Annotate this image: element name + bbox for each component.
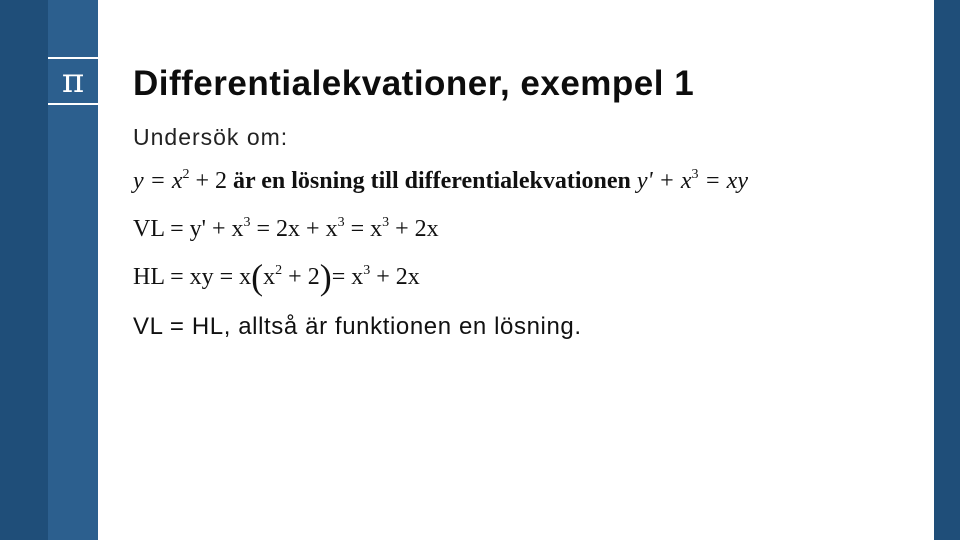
- paren-open: (: [251, 257, 264, 297]
- math-line-question: [133, 168, 748, 195]
- conclusion-text: VL = HL, alltså är funktionen en lösning.: [133, 313, 582, 340]
- math-fragment: = xy: [698, 168, 748, 194]
- pi-icon: π: [48, 57, 98, 105]
- exponent: 2: [275, 263, 283, 278]
- paren-close: ): [319, 257, 332, 297]
- left-accent-bar: [0, 0, 48, 540]
- math-fragment: + 2x: [370, 264, 420, 290]
- exponent: 3: [363, 263, 371, 278]
- exponent: 3: [337, 215, 345, 230]
- right-accent-bar: [934, 0, 960, 540]
- slide-subtitle: Undersök om:: [133, 124, 289, 150]
- math-line-hl: [133, 256, 420, 298]
- math-text: är en lösning till differentialekvationen: [233, 168, 631, 194]
- math-fragment: VL = y' + x: [133, 216, 244, 242]
- math-fragment: y = x: [133, 168, 183, 194]
- math-fragment: + 2x: [389, 216, 439, 242]
- math-fragment: = x: [344, 216, 383, 242]
- math-fragment: HL = xy = x: [133, 264, 252, 290]
- math-fragment: = x: [331, 264, 364, 290]
- exponent: 3: [382, 215, 390, 230]
- math-line-vl: [133, 216, 439, 243]
- math-fragment: + 2: [282, 264, 320, 290]
- exponent: 3: [691, 167, 699, 182]
- math-fragment: y' + x: [630, 168, 692, 194]
- math-fragment: + 2: [189, 168, 234, 194]
- math-fragment: = 2x + x: [250, 216, 338, 242]
- exponent: 3: [243, 215, 251, 230]
- math-fragment: x: [263, 264, 276, 290]
- exponent: 2: [182, 167, 190, 182]
- slide-title: Differentialekvationer, exempel 1: [133, 64, 695, 103]
